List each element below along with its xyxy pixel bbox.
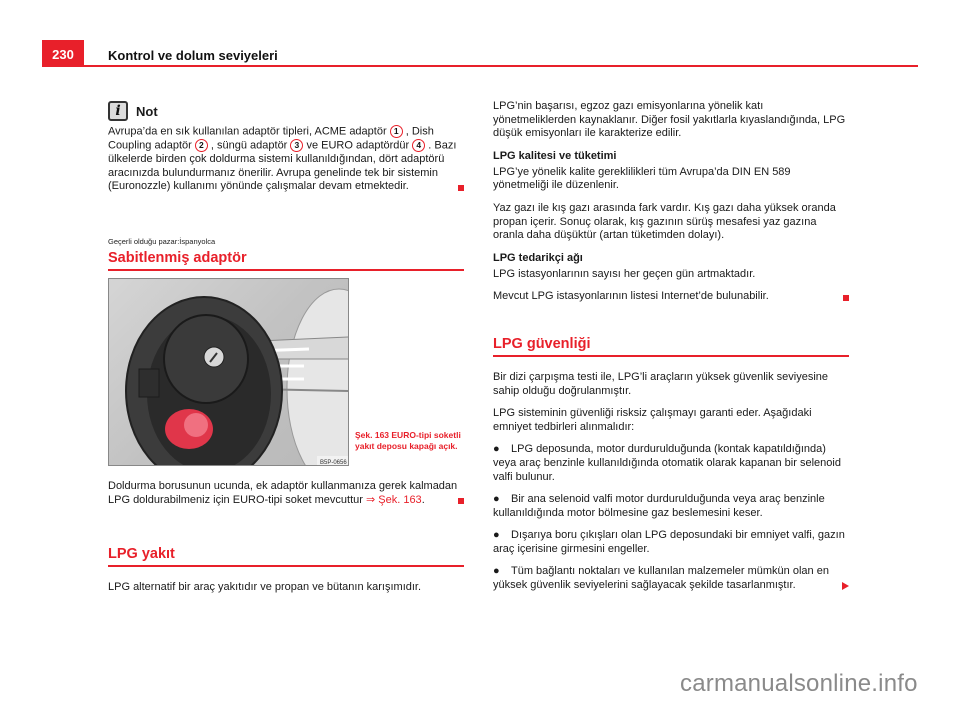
watermark: carmanualsonline.info <box>680 670 918 697</box>
bullet-item <box>493 443 849 484</box>
section-title-fixed-adapter: Sabitlenmiş adaptör <box>108 250 464 271</box>
quality-paragraph-2: Yaz gazı ile kış gazı arasında fark vardır. Kış gazı daha yüksek oranda propan içerir. Sonuç olarak, kış gazının sürüş mesafesi yaz gazına oranla daha düşüktür (artan tüketimden dolayı). <box>493 201 836 242</box>
lpg-fuel-paragraph: LPG alternatif bir araç yakıtıdır ve propan ve bütanın karışımıdır. <box>108 581 422 594</box>
bullet-icon: ● <box>493 493 500 506</box>
market-label: Geçerli olduğu pazar:İspanyolca <box>108 236 216 246</box>
bullet-text: Tüm bağlantı noktaları ve kullanılan malzemeler mümkün olan en yüksek güvenlik seviyelerini sağlayacak şekilde tasarlanmıştır. <box>493 565 829 592</box>
note-title: Not <box>136 103 158 119</box>
network-paragraph-1: LPG istasyonlarının sayısı her geçen gün artmaktadır. <box>493 267 756 280</box>
marker-3: 3 <box>290 139 303 152</box>
note-text-part: Avrupa’da en sık kullanılan adaptör tipleri, ACME adaptör <box>108 125 390 138</box>
figure-code: B5P-0656 <box>320 460 347 466</box>
section-title-lpg-safety: LPG güvenliği <box>493 336 849 357</box>
note-header <box>108 100 464 122</box>
left-column <box>108 100 464 271</box>
page-title: Kontrol ve dolum seviyeleri <box>108 48 278 63</box>
safety-paragraph-2: LPG sisteminin güvenliği risksiz çalışmayı garanti eder. Aşağıdaki emniyet tedbirleri alınmalıdır: <box>493 407 812 433</box>
right-column <box>493 100 849 593</box>
section-title-lpg-fuel: LPG yakıt <box>108 546 464 567</box>
page-number: 230 <box>52 47 74 62</box>
note-text-part: ve EURO adaptördür <box>303 139 413 152</box>
note-text-part: , süngü adaptör <box>207 139 291 152</box>
note-text-part: , Dish Coupling adaptör <box>108 125 434 152</box>
bullet-text: LPG deposunda, motor durdurulduğunda (kontak kapatıldığında) veya araç benzinle kullanıldığında otomatik olarak kapanan bir selenoid valfi bulunur. <box>493 443 841 483</box>
marker-2: 2 <box>195 139 208 152</box>
continue-arrow-icon <box>842 582 849 590</box>
bullet-icon: ● <box>493 565 500 578</box>
paragraph-text: Doldurma borusunun ucunda, ek adaptör kullanmanıza gerek kalmadan LPG doldurabilmeniz için EURO-tipi soket mevcuttur <box>108 480 458 506</box>
network-paragraph-2 <box>493 290 849 304</box>
left-lower <box>108 480 464 595</box>
bullet-item <box>493 493 849 520</box>
paragraph-text: Mevcut LPG istasyonlarının listesi Internet’de bulunabilir. <box>493 290 769 303</box>
fuel-cap-illustration <box>109 279 349 466</box>
marker-1: 1 <box>390 125 403 138</box>
intro-paragraph: LPG’nin başarısı, egzoz gazı emisyonlarına yönelik katı yönetmeliklerden kaynaklanır. Diğer fosil yakıtlarla kıyaslandığında, LPG düşük emisyonları ile karakterize edilir. <box>493 100 846 140</box>
note-text-part: . Bazı ülkelerde birden çok doldurma sistemi kullanıldığından, dört adaptörü aracınızda bulundurmanız önerilir. Avrupa genelinde tek bir sistemin (Euronozzle) kullanımı yönünde çalışmalar devam etmektedir. <box>108 139 457 193</box>
bullet-text: Bir ana selenoid valfi motor durdurulduğunda veya araç benzinle kullanıldığında motor bölmesine gaz beslemesini keser. <box>493 493 825 519</box>
bullet-icon: ● <box>493 529 500 542</box>
end-marker <box>458 498 464 504</box>
figure-link[interactable]: ⇒ Şek. 163 <box>365 493 422 506</box>
bullet-item <box>493 565 849 592</box>
header-rule <box>84 65 918 67</box>
note-text <box>108 125 464 194</box>
network-heading: LPG tedarikçi ağı <box>493 251 583 264</box>
end-marker <box>843 295 849 301</box>
info-icon: i <box>108 101 128 121</box>
figure-caption: Şek. 163 EURO-tipi soketli yakıt deposu kapağı açık. <box>355 430 461 451</box>
quality-heading: LPG kalitesi ve tüketimi <box>493 149 617 162</box>
quality-paragraph-1: LPG’ye yönelik kalite gereklilikleri tüm Avrupa’da DIN EN 589 yönetmeliği ile düzenlenir. <box>493 165 791 192</box>
bullet-icon: ● <box>493 443 500 456</box>
paragraph-text: . <box>421 493 425 506</box>
fixed-adapter-paragraph <box>108 480 464 507</box>
end-marker <box>458 185 464 191</box>
bullet-text: Dışarıya boru çıkışları olan LPG deposundaki bir emniyet valfi, gazın araç içerisine girmesini engeller. <box>493 529 845 555</box>
marker-4: 4 <box>412 139 425 152</box>
figure-fuel-cap <box>108 278 349 466</box>
bullet-item <box>493 529 849 556</box>
safety-paragraph-1: Bir dizi çarpışma testi ile, LPG’li araçların yüksek güvenlik seviyesine sahip olduğu doğrulanmıştır. <box>493 370 829 397</box>
